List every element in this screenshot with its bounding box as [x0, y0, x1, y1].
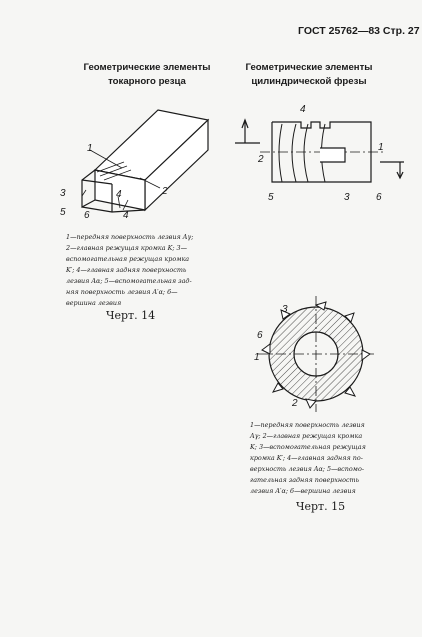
label-3: 3 [344, 192, 350, 203]
right-caption [250, 420, 366, 497]
left-caption [66, 232, 193, 309]
page-header: ГОСТ 25762—83 Стр. 27 [298, 25, 420, 37]
milling-cutter-section-view [258, 296, 374, 412]
caption-line: верхность лезвия Aα; 5—вспомо- [250, 465, 364, 473]
caption-line: 2—главная режущая кромка K; 3— [66, 244, 188, 252]
right-title-line1: Геометрические элементы [245, 62, 373, 73]
caption-line: вспомогательная режущая кромка [66, 255, 190, 263]
label-2: 2 [292, 398, 298, 409]
label-6: 6 [376, 192, 382, 203]
figure-14-label: Черт. 14 [106, 309, 156, 322]
caption-line: гательная задняя поверхность [250, 476, 360, 484]
label-4-bottom: 4 [123, 210, 129, 221]
label-5: 5 [60, 207, 66, 218]
label-6: 6 [84, 210, 90, 221]
label-1: 1 [378, 142, 384, 153]
label-3: 3 [282, 304, 288, 315]
label-4: 4 [300, 104, 306, 115]
caption-line: лезвия Aα; 5—вспомогательная зад- [66, 277, 192, 285]
caption-line: K′; 4—главная задняя поверхность [66, 266, 187, 274]
caption-line: кромка K′; 4—главная задняя по- [250, 454, 363, 462]
label-6: 6 [257, 330, 263, 341]
label-3: 3 [60, 188, 66, 199]
caption-line: 1—передняя поверхность лезвия Aγ; [66, 233, 194, 241]
caption-line: K; 3—вспомогательная режущая [250, 443, 366, 451]
label-2: 2 [258, 154, 264, 165]
caption-line: вершина лезвия [66, 299, 122, 307]
caption-line: няя поверхность лезвия A′α; 6— [66, 288, 178, 296]
label-4-top: 4 [116, 189, 122, 200]
figure-15-label: Черт. 15 [296, 500, 346, 513]
label-1: 1 [254, 352, 260, 363]
left-title-line1: Геометрические элементы [83, 62, 211, 73]
caption-line: Aγ; 2—главная режущая кромка [250, 432, 363, 440]
right-title-line2: цилиндрической фрезы [251, 76, 367, 87]
caption-line: лезвия A′α; 6—вершина лезвия [250, 487, 356, 495]
caption-line: 1—передняя поверхность лезвия [250, 421, 365, 429]
label-2: 2 [162, 186, 168, 197]
left-title-line2: токарного резца [108, 76, 186, 87]
lathe-tool-drawing [82, 110, 208, 212]
label-5: 5 [268, 192, 274, 203]
label-1: 1 [87, 143, 93, 154]
